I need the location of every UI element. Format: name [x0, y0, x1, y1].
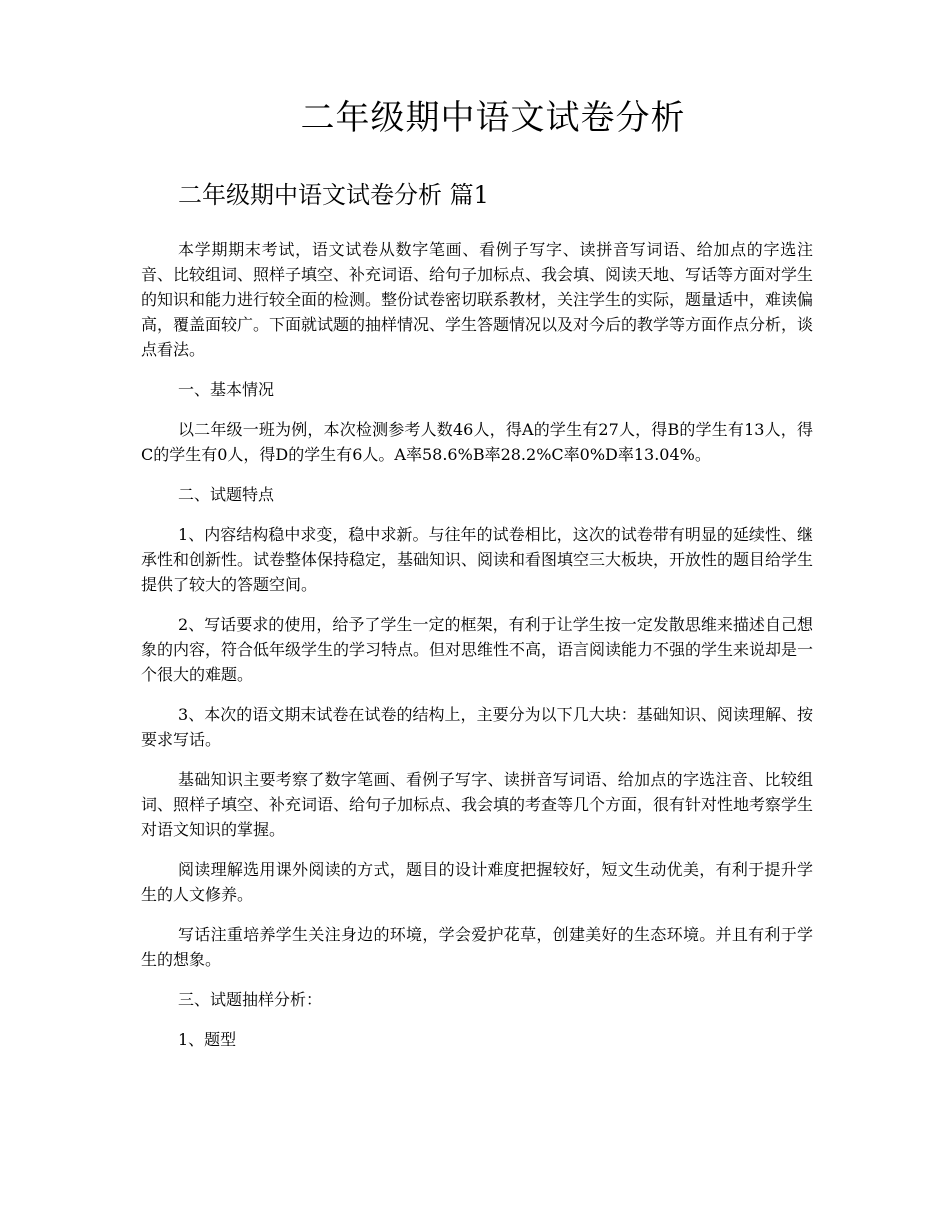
paragraph-intro: 本学期期末考试，语文试卷从数字笔画、看例子写字、读拼音写词语、给加点的字选注音、比较组词、照样子填空、补充词语、给句子加标点、我会填、阅读天地、写话等方面对学生的知识和能力进行较全面的检测。整份试卷密切联系教材，关注学生的实际，题量适中，难读偏高，覆盖面较广。下面就试题的抽样情况、学生答题情况以及对今后的教学等方面作点分析，谈点看法。: [141, 240, 814, 359]
paragraph-feature-3: 3、本次的语文期末试卷在试卷的结构上，主要分为以下几大块：基础知识、阅读理解、按要求写话。: [141, 705, 813, 749]
document-title: 二年级期中语文试卷分析: [300, 98, 686, 138]
paragraph-statistics: 以二年级一班为例，本次检测参考人数46人，得A的学生有27人，得B的学生有13人，得C的学生有0人，得D的学生有6人。A率58.6%B率28.2%C率0%D率13.04%。: [141, 420, 813, 464]
heading-sample-analysis: 三、试题抽样分析：: [178, 990, 323, 1009]
paragraph-feature-1: 1、内容结构稳中求变，稳中求新。与往年的试卷相比，这次的试卷带有明显的延续性、继承性和创新性。试卷整体保持稳定，基础知识、阅读和看图填空三大板块，开放性的题目给学生提供了较大的答题空间。: [141, 525, 814, 594]
document-body: [141, 237, 813, 1067]
section-title: 二年级期中语文试卷分析 篇1: [178, 181, 489, 209]
heading-exam-features: 二、试题特点: [178, 485, 275, 504]
paragraph-feature-2: 2、写话要求的使用，给予了学生一定的框架，有利于让学生按一定发散思维来描述自己想象的内容，符合低年级学生的学习特点。但对思维性不高，语言阅读能力不强的学生来说却是一个很大的难题。: [141, 615, 814, 684]
heading-question-types: 1、题型: [178, 1030, 237, 1049]
heading-basic-situation: 一、基本情况: [178, 380, 275, 399]
paragraph-reading: 阅读理解选用课外阅读的方式，题目的设计难度把握较好，短文生动优美，有利于提升学生的人文修养。: [141, 860, 813, 904]
paragraph-writing: 写话注重培养学生关注身边的环境，学会爱护花草，创建美好的生态环境。并且有利于学生的想象。: [141, 925, 813, 969]
paragraph-basic-knowledge: 基础知识主要考察了数字笔画、看例子写字、读拼音写词语、给加点的字选注音、比较组词、照样子填空、补充词语、给句子加标点、我会填的考查等几个方面，很有针对性地考察学生对语文知识的掌握。: [141, 770, 814, 839]
